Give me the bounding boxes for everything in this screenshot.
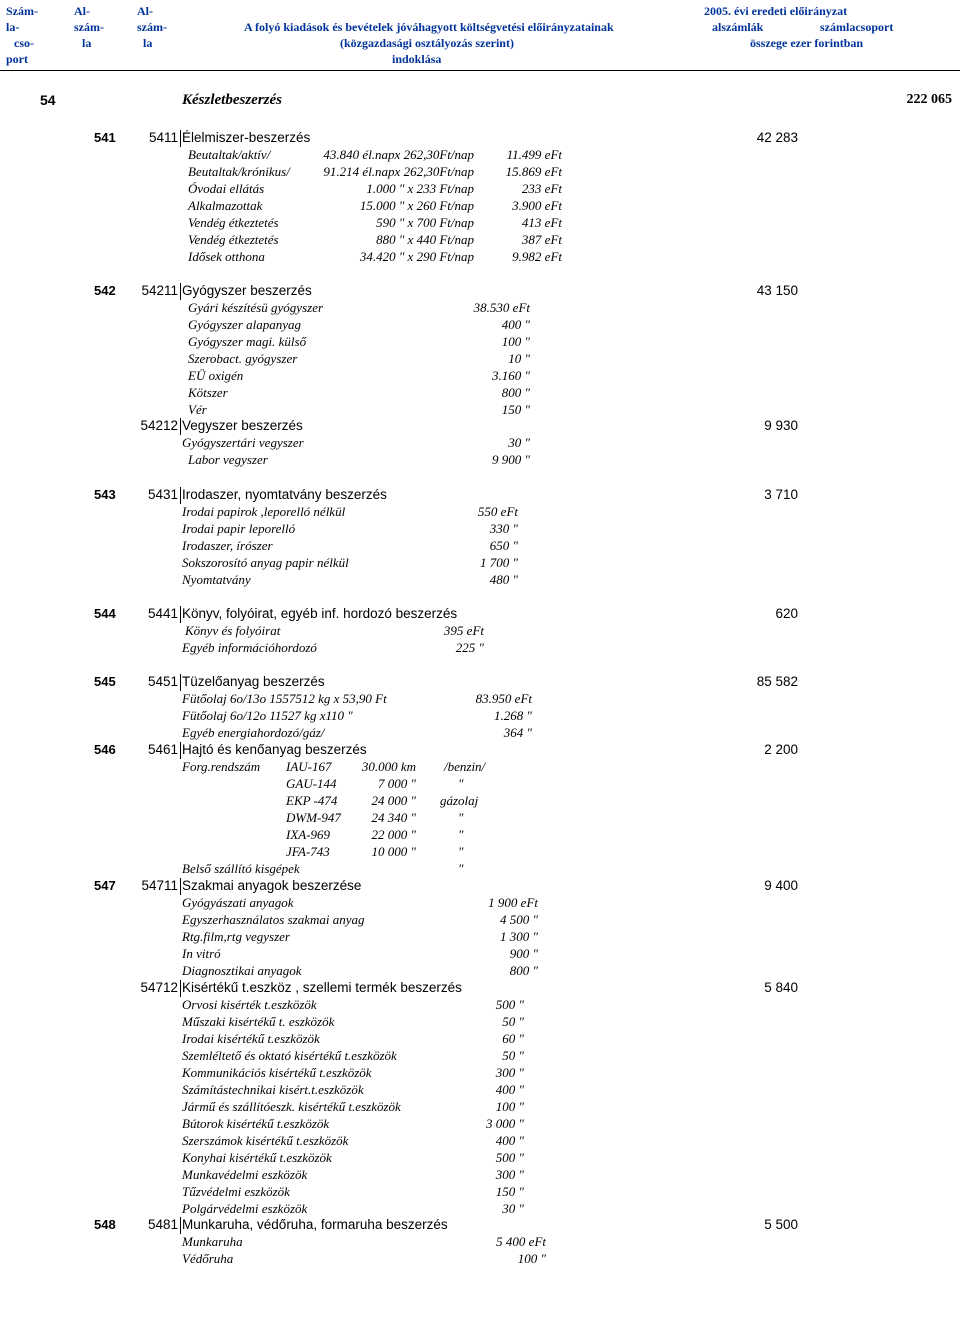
line-item-calc: 590 " x 700 Ft/nap: [376, 215, 474, 230]
group-title: Könyv, folyóirat, egyéb inf. hordozó beszerzés: [182, 606, 458, 621]
line-item-value: 300 ": [495, 1167, 524, 1182]
vehicle-fuel: gázolaj: [440, 793, 479, 808]
group-amount: 43 150: [756, 283, 798, 298]
line-item-label: Orvosi kisérték t.eszközök: [182, 997, 317, 1012]
line-item-label: Vér: [188, 402, 207, 417]
line-item-value: 233 eFt: [521, 181, 562, 196]
group-title: Szakmai anyagok beszerzése: [182, 878, 362, 893]
group-code: 543: [94, 487, 116, 502]
group-subaccount: 54211: [141, 283, 178, 298]
line-item-value: 500 ": [495, 997, 524, 1012]
line-item-label: Védőruha: [182, 1251, 234, 1266]
line-item-value: 400 ": [501, 317, 530, 332]
line-item-label: Labor vegyszer: [188, 452, 268, 467]
header-col-alszamla-2: Al-: [137, 4, 153, 18]
line-item-value: 387 eFt: [521, 232, 562, 247]
group-amount: 9 400: [764, 878, 798, 893]
group-amount: 85 582: [756, 674, 798, 689]
line-item-label: Beutaltak/aktív/: [188, 147, 271, 162]
vehicle-km: 10 000 ": [371, 844, 416, 859]
line-item-value: 30 ": [508, 435, 530, 450]
group-divider: [180, 674, 181, 691]
line-item-label: Irodaszer, írószer: [182, 538, 273, 553]
line-item-value: 30 ": [502, 1201, 524, 1216]
line-item-calc: 43.840 él.napx 262,30Ft/nap: [323, 147, 474, 162]
vehicle-fuel: ": [458, 810, 464, 825]
line-item-value: 11.499 eFt: [506, 147, 562, 162]
line-item-label: Egyszerhasználatos szakmai anyag: [182, 912, 365, 927]
line-item-value: 300 ": [495, 1065, 524, 1080]
group-code: 541: [94, 130, 116, 145]
line-item-calc: 91.214 él.napx 262,30Ft/nap: [323, 164, 474, 179]
header-col-szamlacsoport: la-: [6, 20, 20, 34]
header-indoklasa: indoklása: [392, 52, 442, 66]
line-item-value: 1 300 ": [500, 929, 538, 944]
line-item-value: 100 ": [501, 334, 530, 349]
group-divider: [180, 742, 181, 759]
line-item-label: Egyéb információhordozó: [182, 640, 317, 655]
section-title: Készletbeszerzés: [182, 92, 282, 108]
line-item-label: Gyógyászati anyagok: [182, 895, 294, 910]
line-item-label: Alkalmazottak: [188, 198, 263, 213]
line-item-label: Fütőolaj 6o/12o 11527 kg x110 ": [182, 708, 353, 723]
line-item-value: 15.869 eFt: [505, 164, 562, 179]
line-item-value: 400 ": [495, 1133, 524, 1148]
vehicle-label: Forg.rendszám: [182, 759, 261, 774]
line-item-label: Fütőolaj 6o/13o 1557512 kg x 53,90 Ft: [182, 691, 387, 706]
line-item-label: Vendég étkeztetés: [188, 215, 279, 230]
group-divider: [180, 418, 181, 435]
line-item-value: 100 ": [517, 1251, 546, 1266]
line-item-value: 100 ": [495, 1099, 524, 1114]
line-item-calc: 15.000 " x 260 Ft/nap: [359, 198, 474, 213]
line-item-value: 150 ": [495, 1184, 524, 1199]
header-col-alszamla-2: la: [143, 36, 153, 50]
group-subaccount: 54711: [141, 878, 178, 893]
group-amount-2: 9 930: [764, 418, 798, 433]
line-item-label: Számítástechnikai kisért.t.eszközök: [182, 1082, 364, 1097]
group-divider: [180, 130, 181, 147]
line-item-value: 800 ": [501, 385, 530, 400]
group-code: 546: [94, 742, 116, 757]
line-item-label: Nyomtatvány: [182, 572, 251, 587]
vehicle-fuel: /benzin/: [444, 759, 486, 774]
vehicle-km: 24 000 ": [371, 793, 416, 808]
header-col-alszamla: Al-: [74, 4, 90, 18]
vehicle-fuel: ": [458, 776, 464, 791]
group-divider: [180, 980, 181, 997]
vehicle-plate: EKP -474: [286, 793, 338, 808]
group-code: 542: [94, 283, 116, 298]
section-code: 54: [40, 92, 56, 108]
line-item-value: 1.268 ": [494, 708, 532, 723]
line-item-label: Bútorok kisértékű t.eszközök: [182, 1116, 330, 1131]
line-item-value: 3.900 eFt: [512, 198, 562, 213]
line-item-label: Szemléltető és oktató kisértékű t.eszközök: [182, 1048, 397, 1063]
vehicle-fuel: ": [458, 861, 464, 876]
line-item-value: 330 ": [489, 521, 518, 536]
line-item-label: Gyógyszer alapanyag: [188, 317, 302, 332]
header-unit: összege ezer forintban: [750, 36, 864, 50]
group-subaccount: 5461: [147, 742, 178, 757]
group-subaccount: 5451: [147, 674, 178, 689]
line-item-value: 413 eFt: [521, 215, 562, 230]
group-divider: [180, 606, 181, 623]
group-divider: [180, 283, 181, 300]
header-col-szamlacsoport: port: [6, 52, 28, 66]
header-alszamlak: alszámlák: [712, 20, 764, 34]
vehicle-plate: GAU-144: [286, 776, 337, 791]
line-item-value: 10 ": [508, 351, 530, 366]
line-item-value: 3.160 ": [492, 368, 530, 383]
line-item-label: Idősek otthona: [188, 249, 265, 264]
line-item-label: Szerszámok kisértékű t.eszközök: [182, 1133, 349, 1148]
group-title: Irodaszer, nyomtatvány beszerzés: [182, 487, 387, 502]
line-item-value: 480 ": [489, 572, 518, 587]
group-title: Hajtó és kenőanyag beszerzés: [182, 742, 367, 757]
group-title: Tüzelőanyag beszerzés: [182, 674, 325, 689]
line-item-value: 500 ": [495, 1150, 524, 1165]
line-item-value: 83.950 eFt: [475, 691, 532, 706]
line-item-value: 5 400 eFt: [496, 1234, 546, 1249]
group-amount: 42 283: [756, 130, 798, 145]
line-item-value: 364 ": [503, 725, 532, 740]
line-item-value: 9.982 eFt: [512, 249, 562, 264]
line-item-calc: 880 " x 440 Ft/nap: [376, 232, 474, 247]
header-col-alszamla: la: [82, 36, 92, 50]
line-item-calc: 34.420 " x 290 Ft/nap: [359, 249, 474, 264]
vehicle-km: 7 000 ": [378, 776, 416, 791]
line-item-label: Vendég étkeztetés: [188, 232, 279, 247]
header-title: A folyó kiadások és bevételek jóváhagyott költségvetési előirányzatainak: [244, 20, 614, 34]
section-amount: 222 065: [906, 92, 952, 107]
line-item-label: Konyhai kisértékű t.eszközök: [182, 1150, 332, 1165]
vehicle-km: 24 340 ": [371, 810, 416, 825]
line-item-value: 550 eFt: [477, 504, 518, 519]
line-item-label: Egyéb energiahordozó/gáz/: [182, 725, 325, 740]
line-item-label: Kommunikációs kisértékű t.eszközök: [182, 1065, 372, 1080]
group-subaccount: 5481: [147, 1217, 178, 1232]
line-item-value: 1 700 ": [480, 555, 518, 570]
vehicle-plate: IAU-167: [286, 759, 332, 774]
line-item-value: 4 500 ": [500, 912, 538, 927]
line-item-label: Gyógyszer magi. külső: [188, 334, 307, 349]
group-divider: [180, 878, 181, 895]
line-item-value: 60 ": [502, 1031, 524, 1046]
line-item-label: Gyári készítésü gyógyszer: [188, 300, 324, 315]
vehicle-km: 22 000 ": [371, 827, 416, 842]
group-title-2: Kisértékű t.eszköz , szellemi termék beszerzés: [182, 980, 462, 995]
group-code: 547: [94, 878, 116, 893]
group-subaccount-2: 54712: [140, 980, 178, 995]
line-item-value: 3 000 ": [486, 1116, 524, 1131]
line-item-label: Kötszer: [188, 385, 228, 400]
vehicle-km: 30.000 km: [361, 759, 416, 774]
line-item-label: Műszaki kisértékű t. eszközök: [182, 1014, 335, 1029]
line-item-label: Irodai kisértékű t.eszközök: [182, 1031, 320, 1046]
header-col-szamlacsoport: Szám-: [6, 4, 38, 18]
line-item-value: 1 900 eFt: [488, 895, 538, 910]
line-item-label: In vitró: [182, 946, 221, 961]
group-subaccount: 5411: [148, 130, 178, 145]
line-item-value: 800 ": [509, 963, 538, 978]
vehicle-fuel: ": [458, 827, 464, 842]
line-item-value: 900 ": [509, 946, 538, 961]
line-item-value: 150 ": [501, 402, 530, 417]
line-item-label: Tűzvédelmi eszközök: [182, 1184, 290, 1199]
header-col-alszamla-2: szám-: [137, 20, 167, 34]
group-title: Élelmiszer-beszerzés: [182, 130, 311, 145]
vehicle-plate: JFA-743: [286, 844, 330, 859]
header-col-alszamla: szám-: [74, 20, 104, 34]
group-code: 548: [94, 1217, 116, 1232]
line-item-value: 38.530 eFt: [473, 300, 530, 315]
line-item-label: Óvodai ellátás: [188, 181, 265, 196]
line-item-label: Munkaruha: [182, 1234, 243, 1249]
line-item-value: 225 ": [455, 640, 484, 655]
vehicle-fuel: ": [458, 844, 464, 859]
group-title: Gyógyszer beszerzés: [182, 283, 312, 298]
group-amount: 2 200: [764, 742, 798, 757]
line-item-calc: 1.000 " x 233 Ft/nap: [366, 181, 474, 196]
group-subaccount-2: 54212: [140, 418, 178, 433]
line-item-label: Munkavédelmi eszközök: [182, 1167, 308, 1182]
group-amount-2: 5 840: [764, 980, 798, 995]
line-item-label: Sokszorosító anyag papir nélkül: [182, 555, 349, 570]
group-amount: 3 710: [764, 487, 798, 502]
header-subtitle: (közgazdasági osztályozás szerint): [340, 36, 514, 50]
group-amount: 5 500: [764, 1217, 798, 1232]
line-item-label: Szerobact. gyógyszer: [188, 351, 298, 366]
line-item-label: Irodai papirok ,leporelló nélkül: [182, 504, 346, 519]
group-title: Munkaruha, védőruha, formaruha beszerzés: [182, 1217, 448, 1232]
header-budget-title: 2005. évi eredeti előirányzat: [704, 4, 848, 18]
header-rule: [0, 70, 960, 71]
group-subaccount: 5441: [147, 606, 178, 621]
group-divider: [180, 1217, 181, 1234]
line-item-label: Jármű és szállítóeszk. kisértékű t.eszközök: [182, 1099, 401, 1114]
header-col-szamlacsoport: cso-: [14, 36, 34, 50]
line-item-label: Diagnosztikai anyagok: [182, 963, 302, 978]
line-item-label: Beutaltak/krónikus/: [188, 164, 290, 179]
line-item-value: 400 ": [495, 1082, 524, 1097]
line-item-label: Irodai papir leporelló: [182, 521, 296, 536]
line-item-label: Rtg.film,rtg vegyszer: [182, 929, 290, 944]
header-szamlacsoport: számlacsoport: [820, 20, 894, 34]
group-title-2: Vegyszer beszerzés: [182, 418, 303, 433]
line-item-value: 395 eFt: [443, 623, 484, 638]
group-amount: 620: [775, 606, 798, 621]
line-item-label: Gyógyszertári vegyszer: [182, 435, 304, 450]
group-subaccount: 5431: [147, 487, 178, 502]
vehicle-plate: IXA-969: [286, 827, 331, 842]
group-divider: [180, 487, 181, 504]
line-item-value: 50 ": [502, 1014, 524, 1029]
group-code: 544: [94, 606, 116, 621]
line-item-label: Könyv és folyóirat: [185, 623, 281, 638]
line-item-label: Polgárvédelmi eszközök: [182, 1201, 308, 1216]
line-item-value: 9 900 ": [492, 452, 530, 467]
vehicle-plate: DWM-947: [286, 810, 341, 825]
vehicle-label: Belső szállító kisgépek: [182, 861, 300, 876]
line-item-value: 50 ": [502, 1048, 524, 1063]
group-code: 545: [94, 674, 116, 689]
line-item-value: 650 ": [489, 538, 518, 553]
line-item-label: EÜ oxigén: [188, 368, 244, 383]
